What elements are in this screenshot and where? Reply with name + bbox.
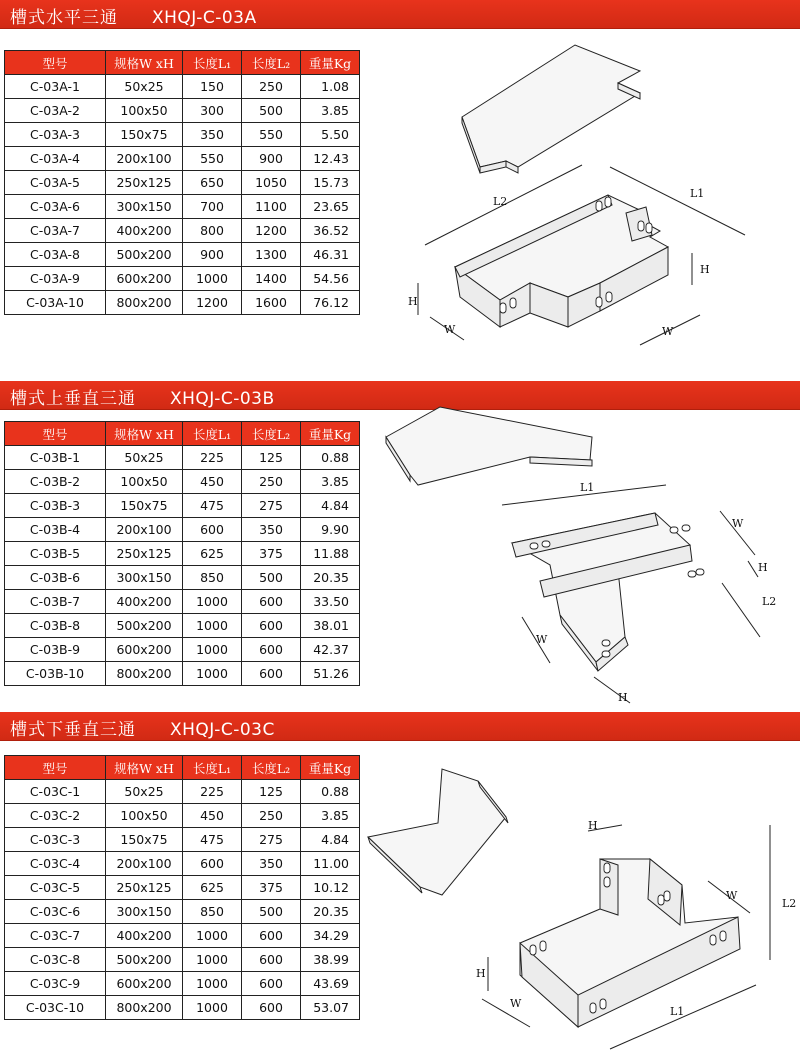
model-cell: C-03A-3 bbox=[5, 123, 106, 147]
model-cell: C-03B-2 bbox=[5, 470, 106, 494]
l1-cell: 1000 bbox=[183, 638, 242, 662]
table-row bbox=[5, 590, 360, 614]
table-row bbox=[5, 75, 360, 99]
header-model: 型号 bbox=[5, 756, 106, 780]
header-length-l2: 长度L₂ bbox=[242, 51, 301, 75]
section-b-code: XHQJ-C-03B bbox=[170, 389, 275, 409]
section-c-code: XHQJ-C-03C bbox=[170, 720, 275, 740]
l1-cell: 1000 bbox=[183, 996, 242, 1020]
table-row bbox=[5, 852, 360, 876]
weight-cell: 11.88 bbox=[301, 542, 360, 566]
l1-cell: 850 bbox=[183, 900, 242, 924]
table-row bbox=[5, 828, 360, 852]
model-cell: C-03C-9 bbox=[5, 972, 106, 996]
header-spec: 规格W xH bbox=[106, 422, 183, 446]
spec-cell: 400x200 bbox=[106, 924, 183, 948]
dim-l2-label: L2 bbox=[493, 195, 508, 208]
l1-cell: 225 bbox=[183, 780, 242, 804]
header-spec: 规格W xH bbox=[106, 51, 183, 75]
model-cell: C-03C-1 bbox=[5, 780, 106, 804]
model-cell: C-03C-10 bbox=[5, 996, 106, 1020]
l2-cell: 1200 bbox=[242, 219, 301, 243]
spec-cell: 150x75 bbox=[106, 123, 183, 147]
spec-cell: 250x125 bbox=[106, 876, 183, 900]
model-cell: C-03A-6 bbox=[5, 195, 106, 219]
spec-cell: 300x150 bbox=[106, 195, 183, 219]
dim-h-label-right: H bbox=[700, 263, 710, 276]
l1-cell: 700 bbox=[183, 195, 242, 219]
l1-cell: 1000 bbox=[183, 948, 242, 972]
l2-cell: 500 bbox=[242, 566, 301, 590]
l2-cell: 600 bbox=[242, 948, 301, 972]
down-tee-body-illustration bbox=[520, 859, 740, 1027]
spec-cell: 200x100 bbox=[106, 518, 183, 542]
table-row bbox=[5, 494, 360, 518]
spec-cell: 150x75 bbox=[106, 494, 183, 518]
weight-cell: 54.56 bbox=[301, 267, 360, 291]
spec-cell: 600x200 bbox=[106, 972, 183, 996]
section-c-banner bbox=[0, 712, 800, 741]
model-cell: C-03B-9 bbox=[5, 638, 106, 662]
cover-plate-illustration bbox=[368, 769, 508, 895]
model-cell: C-03C-7 bbox=[5, 924, 106, 948]
tee-cover-illustration bbox=[462, 45, 640, 173]
table-row bbox=[5, 924, 360, 948]
l2-cell: 600 bbox=[242, 614, 301, 638]
spec-cell: 400x200 bbox=[106, 219, 183, 243]
model-cell: C-03A-10 bbox=[5, 291, 106, 315]
weight-cell: 43.69 bbox=[301, 972, 360, 996]
l1-cell: 1000 bbox=[183, 662, 242, 686]
dim-l2-label: L2 bbox=[782, 897, 797, 910]
dim-h-label-top: H bbox=[588, 819, 598, 832]
section-c-table bbox=[4, 755, 360, 1020]
model-cell: C-03B-8 bbox=[5, 614, 106, 638]
dim-l1-label: L1 bbox=[580, 481, 595, 494]
l2-cell: 250 bbox=[242, 470, 301, 494]
weight-cell: 5.50 bbox=[301, 123, 360, 147]
model-cell: C-03C-2 bbox=[5, 804, 106, 828]
weight-cell: 53.07 bbox=[301, 996, 360, 1020]
weight-cell: 11.00 bbox=[301, 852, 360, 876]
table-row bbox=[5, 876, 360, 900]
l2-cell: 900 bbox=[242, 147, 301, 171]
header-length-l1: 长度L₁ bbox=[183, 756, 242, 780]
header-model: 型号 bbox=[5, 51, 106, 75]
table-row bbox=[5, 566, 360, 590]
dim-w-label: W bbox=[536, 633, 548, 646]
l2-cell: 500 bbox=[242, 900, 301, 924]
spec-cell: 300x150 bbox=[106, 566, 183, 590]
section-c-title-line bbox=[10, 715, 275, 740]
l1-cell: 550 bbox=[183, 147, 242, 171]
table-row bbox=[5, 243, 360, 267]
model-cell: C-03A-2 bbox=[5, 99, 106, 123]
weight-cell: 42.37 bbox=[301, 638, 360, 662]
l2-cell: 600 bbox=[242, 972, 301, 996]
dim-w-label-right: W bbox=[662, 325, 674, 338]
weight-cell: 33.50 bbox=[301, 590, 360, 614]
table-row bbox=[5, 267, 360, 291]
cover-plate-illustration bbox=[386, 407, 592, 485]
l2-cell: 275 bbox=[242, 494, 301, 518]
spec-cell: 500x200 bbox=[106, 948, 183, 972]
dim-l1-label: L1 bbox=[670, 1005, 685, 1018]
l1-cell: 850 bbox=[183, 566, 242, 590]
spec-cell: 100x50 bbox=[106, 470, 183, 494]
header-model: 型号 bbox=[5, 422, 106, 446]
table-row bbox=[5, 219, 360, 243]
weight-cell: 23.65 bbox=[301, 195, 360, 219]
weight-cell: 1.08 bbox=[301, 75, 360, 99]
model-cell: C-03C-3 bbox=[5, 828, 106, 852]
spec-cell: 500x200 bbox=[106, 614, 183, 638]
table-row bbox=[5, 662, 360, 686]
horizontal-tee-drawing bbox=[400, 35, 800, 365]
l1-cell: 625 bbox=[183, 542, 242, 566]
dim-l2-label: L2 bbox=[762, 595, 777, 608]
l1-cell: 300 bbox=[183, 99, 242, 123]
l1-cell: 350 bbox=[183, 123, 242, 147]
spec-cell: 250x125 bbox=[106, 542, 183, 566]
weight-cell: 38.01 bbox=[301, 614, 360, 638]
table-row bbox=[5, 171, 360, 195]
spec-cell: 400x200 bbox=[106, 590, 183, 614]
l1-cell: 1200 bbox=[183, 291, 242, 315]
l2-cell: 375 bbox=[242, 542, 301, 566]
model-cell: C-03A-1 bbox=[5, 75, 106, 99]
weight-cell: 38.99 bbox=[301, 948, 360, 972]
spec-cell: 100x50 bbox=[106, 804, 183, 828]
l1-cell: 800 bbox=[183, 219, 242, 243]
table-row bbox=[5, 780, 360, 804]
header-weight: 重量Kg bbox=[301, 51, 360, 75]
l2-cell: 600 bbox=[242, 996, 301, 1020]
l2-cell: 1050 bbox=[242, 171, 301, 195]
model-cell: C-03B-5 bbox=[5, 542, 106, 566]
l2-cell: 275 bbox=[242, 828, 301, 852]
section-a-title-line bbox=[10, 3, 257, 28]
header-length-l1: 长度L₁ bbox=[183, 51, 242, 75]
model-cell: C-03A-8 bbox=[5, 243, 106, 267]
spec-cell: 500x200 bbox=[106, 243, 183, 267]
table-row bbox=[5, 99, 360, 123]
spec-cell: 50x25 bbox=[106, 75, 183, 99]
l1-cell: 650 bbox=[183, 171, 242, 195]
weight-cell: 10.12 bbox=[301, 876, 360, 900]
dim-w-label: W bbox=[444, 323, 456, 336]
dim-w-label-right: W bbox=[732, 517, 744, 530]
spec-cell: 600x200 bbox=[106, 638, 183, 662]
l2-cell: 125 bbox=[242, 446, 301, 470]
spec-cell: 50x25 bbox=[106, 446, 183, 470]
l2-cell: 500 bbox=[242, 99, 301, 123]
model-cell: C-03A-7 bbox=[5, 219, 106, 243]
weight-cell: 34.29 bbox=[301, 924, 360, 948]
weight-cell: 36.52 bbox=[301, 219, 360, 243]
l1-cell: 900 bbox=[183, 243, 242, 267]
model-cell: C-03A-5 bbox=[5, 171, 106, 195]
weight-cell: 4.84 bbox=[301, 494, 360, 518]
weight-cell: 76.12 bbox=[301, 291, 360, 315]
l2-cell: 550 bbox=[242, 123, 301, 147]
l1-cell: 450 bbox=[183, 804, 242, 828]
table-row bbox=[5, 614, 360, 638]
model-cell: C-03B-6 bbox=[5, 566, 106, 590]
spec-cell: 50x25 bbox=[106, 780, 183, 804]
l1-cell: 1000 bbox=[183, 924, 242, 948]
l2-cell: 350 bbox=[242, 852, 301, 876]
table-row bbox=[5, 147, 360, 171]
dim-h-label-left: H bbox=[476, 967, 486, 980]
table-row bbox=[5, 542, 360, 566]
l2-cell: 250 bbox=[242, 75, 301, 99]
l2-cell: 1300 bbox=[242, 243, 301, 267]
model-cell: C-03B-3 bbox=[5, 494, 106, 518]
spec-cell: 600x200 bbox=[106, 267, 183, 291]
table-header-row bbox=[5, 756, 360, 780]
weight-cell: 15.73 bbox=[301, 171, 360, 195]
header-spec: 规格W xH bbox=[106, 756, 183, 780]
l1-cell: 1000 bbox=[183, 972, 242, 996]
dim-w-label-right: W bbox=[726, 889, 738, 902]
l2-cell: 350 bbox=[242, 518, 301, 542]
weight-cell: 4.84 bbox=[301, 828, 360, 852]
model-cell: C-03B-7 bbox=[5, 590, 106, 614]
l1-cell: 150 bbox=[183, 75, 242, 99]
header-length-l2: 长度L₂ bbox=[242, 422, 301, 446]
section-a-title: 槽式水平三通 bbox=[10, 8, 118, 28]
model-cell: C-03B-10 bbox=[5, 662, 106, 686]
spec-cell: 200x100 bbox=[106, 147, 183, 171]
model-cell: C-03C-8 bbox=[5, 948, 106, 972]
l1-cell: 1000 bbox=[183, 267, 242, 291]
model-cell: C-03A-4 bbox=[5, 147, 106, 171]
weight-cell: 0.88 bbox=[301, 446, 360, 470]
weight-cell: 20.35 bbox=[301, 566, 360, 590]
table-row bbox=[5, 123, 360, 147]
l1-cell: 1000 bbox=[183, 614, 242, 638]
table-row bbox=[5, 972, 360, 996]
section-b-table bbox=[4, 421, 360, 686]
header-weight: 重量Kg bbox=[301, 756, 360, 780]
table-row bbox=[5, 804, 360, 828]
weight-cell: 3.85 bbox=[301, 470, 360, 494]
table-row bbox=[5, 948, 360, 972]
l2-cell: 1400 bbox=[242, 267, 301, 291]
table-header-row bbox=[5, 51, 360, 75]
header-weight: 重量Kg bbox=[301, 422, 360, 446]
weight-cell: 3.85 bbox=[301, 804, 360, 828]
l2-cell: 600 bbox=[242, 590, 301, 614]
spec-cell: 800x200 bbox=[106, 662, 183, 686]
spec-cell: 300x150 bbox=[106, 900, 183, 924]
l2-cell: 1100 bbox=[242, 195, 301, 219]
dim-l1-label: L1 bbox=[690, 187, 705, 200]
model-cell: C-03A-9 bbox=[5, 267, 106, 291]
model-cell: C-03C-5 bbox=[5, 876, 106, 900]
l1-cell: 1000 bbox=[183, 590, 242, 614]
section-a-table bbox=[4, 50, 360, 315]
table-row bbox=[5, 470, 360, 494]
spec-cell: 200x100 bbox=[106, 852, 183, 876]
table-row bbox=[5, 195, 360, 219]
l2-cell: 375 bbox=[242, 876, 301, 900]
weight-cell: 9.90 bbox=[301, 518, 360, 542]
table-row bbox=[5, 900, 360, 924]
spec-cell: 250x125 bbox=[106, 171, 183, 195]
l2-cell: 600 bbox=[242, 924, 301, 948]
model-cell: C-03B-1 bbox=[5, 446, 106, 470]
tee-body-illustration bbox=[455, 195, 668, 327]
l1-cell: 475 bbox=[183, 494, 242, 518]
l2-cell: 600 bbox=[242, 662, 301, 686]
table-row bbox=[5, 996, 360, 1020]
weight-cell: 51.26 bbox=[301, 662, 360, 686]
l2-cell: 125 bbox=[242, 780, 301, 804]
section-a-code: XHQJ-C-03A bbox=[152, 8, 257, 28]
model-cell: C-03C-4 bbox=[5, 852, 106, 876]
section-c-title: 槽式下垂直三通 bbox=[10, 720, 136, 740]
l2-cell: 1600 bbox=[242, 291, 301, 315]
spec-cell: 800x200 bbox=[106, 996, 183, 1020]
table-row bbox=[5, 446, 360, 470]
table-row bbox=[5, 518, 360, 542]
model-cell: C-03C-6 bbox=[5, 900, 106, 924]
table-header-row bbox=[5, 422, 360, 446]
l1-cell: 625 bbox=[183, 876, 242, 900]
header-length-l2: 长度L₂ bbox=[242, 756, 301, 780]
spec-cell: 800x200 bbox=[106, 291, 183, 315]
spec-cell: 100x50 bbox=[106, 99, 183, 123]
table-row bbox=[5, 638, 360, 662]
l2-cell: 250 bbox=[242, 804, 301, 828]
section-b-title-line bbox=[10, 384, 275, 409]
dim-h-label: H bbox=[408, 295, 418, 308]
weight-cell: 12.43 bbox=[301, 147, 360, 171]
header-length-l1: 长度L₁ bbox=[183, 422, 242, 446]
l1-cell: 475 bbox=[183, 828, 242, 852]
dim-w-label-left: W bbox=[510, 997, 522, 1010]
dim-h-label-right: H bbox=[758, 561, 768, 574]
l2-cell: 600 bbox=[242, 638, 301, 662]
down-vertical-tee-drawing bbox=[360, 765, 800, 1055]
dim-h-label: H bbox=[618, 691, 628, 704]
section-b-title: 槽式上垂直三通 bbox=[10, 389, 136, 409]
section-a-banner bbox=[0, 0, 800, 29]
l1-cell: 600 bbox=[183, 852, 242, 876]
table-row bbox=[5, 291, 360, 315]
weight-cell: 0.88 bbox=[301, 780, 360, 804]
up-vertical-tee-drawing bbox=[370, 405, 800, 710]
weight-cell: 46.31 bbox=[301, 243, 360, 267]
l1-cell: 225 bbox=[183, 446, 242, 470]
model-cell: C-03B-4 bbox=[5, 518, 106, 542]
weight-cell: 3.85 bbox=[301, 99, 360, 123]
l1-cell: 600 bbox=[183, 518, 242, 542]
l1-cell: 450 bbox=[183, 470, 242, 494]
spec-cell: 150x75 bbox=[106, 828, 183, 852]
weight-cell: 20.35 bbox=[301, 900, 360, 924]
